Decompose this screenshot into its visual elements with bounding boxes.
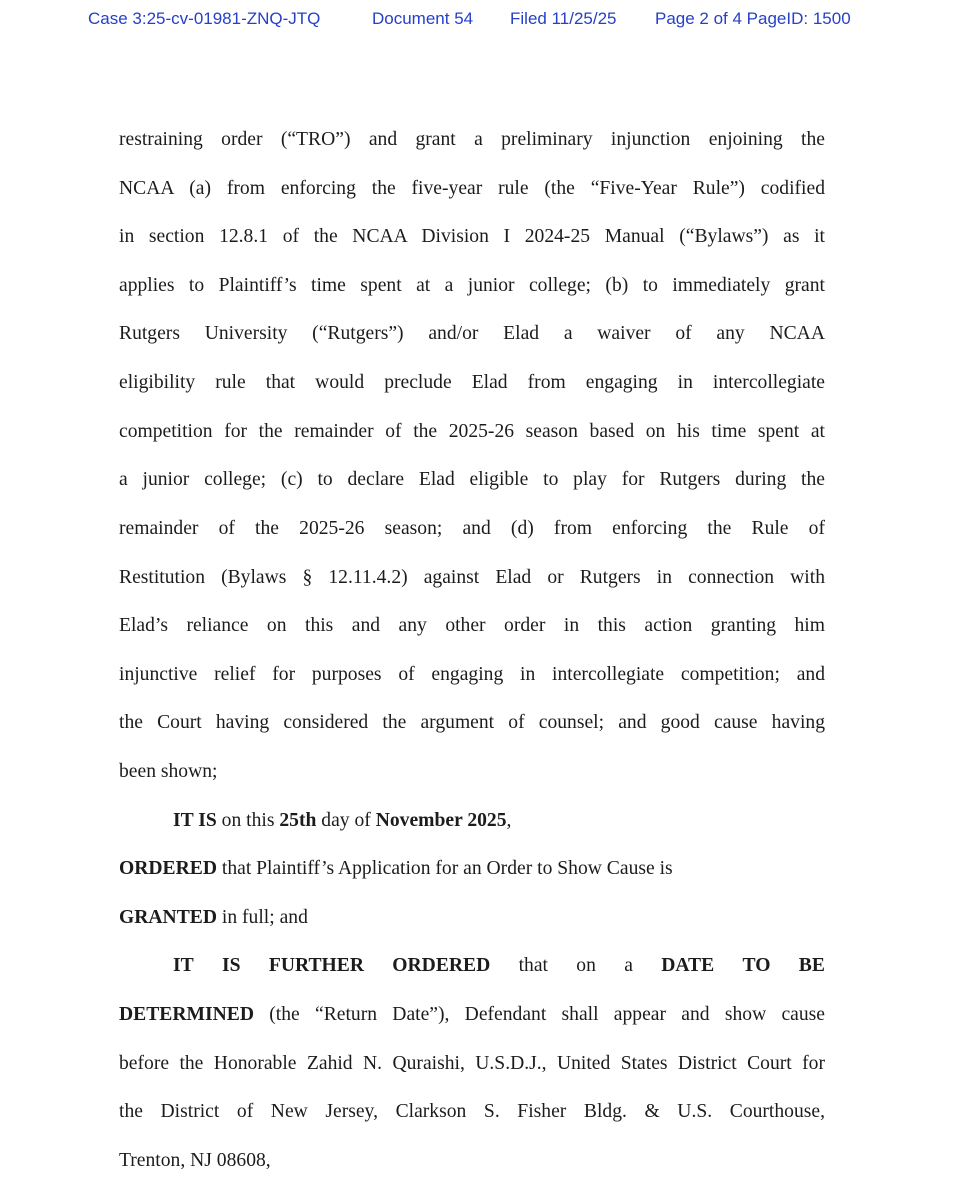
filed-date: Filed 11/25/25: [510, 9, 617, 28]
body-line: applies to Plaintiff’s time spent at a junior college; (b) to immediately grant: [119, 275, 825, 296]
determined-line: [119, 1001, 825, 1029]
further-word: a: [624, 955, 633, 976]
body-line: competition for the remainder of the 2025-26 season based on his time spent at: [119, 421, 825, 442]
further-word: that: [518, 955, 548, 976]
it-is-label: IT IS: [173, 810, 217, 831]
date-line: [173, 807, 511, 835]
body-line: remainder of the 2025-26 season; and (d) from enforcing the Rule of: [119, 518, 825, 539]
body-line: a junior college; (c) to declare Elad eligible to play for Rutgers during the: [119, 469, 825, 490]
date-text: on this: [216, 810, 280, 831]
ordered-line: [119, 855, 673, 883]
date-text: ,: [506, 810, 512, 831]
ordered-text: that Plaintiff’s Application for an Order to Show Cause is: [216, 858, 673, 879]
granted-label: GRANTED: [119, 907, 217, 928]
further-word: IS: [222, 955, 241, 976]
month-year: November 2025: [375, 810, 507, 831]
body-line: been shown;: [119, 761, 218, 782]
body-line: in section 12.8.1 of the NCAA Division I 2024-25 Manual (“Bylaws”) as it: [119, 226, 825, 247]
body-line: before the Honorable Zahid N. Quraishi, U.S.D.J., United States District Court for: [119, 1053, 825, 1074]
determined-text: (the “Return Date”), Defendant shall appear and show cause: [254, 1004, 825, 1025]
ordered-label: ORDERED: [119, 858, 217, 879]
day-number: 25th: [279, 810, 317, 831]
further-word: on: [576, 955, 596, 976]
body-line: Elad’s reliance on this and any other order in this action granting him: [119, 615, 825, 636]
case-number: Case 3:25-cv-01981-ZNQ-JTQ: [88, 9, 321, 28]
body-line: Rutgers University (“Rutgers”) and/or Elad a waiver of any NCAA: [119, 323, 825, 344]
document-number: Document 54: [372, 9, 474, 28]
granted-line: [119, 904, 308, 932]
further-word: FURTHER: [268, 955, 364, 976]
body-line: NCAA (a) from enforcing the five-year rule (the “Five-Year Rule”) codified: [119, 178, 825, 199]
granted-text: in full; and: [216, 907, 308, 928]
further-word: TO: [742, 955, 771, 976]
date-text: day of: [316, 810, 376, 831]
further-word: IT: [173, 955, 194, 976]
further-ordered-line: [173, 952, 825, 980]
further-word: DATE: [661, 955, 715, 976]
body-line: injunctive relief for purposes of engaging in intercollegiate competition; and: [119, 664, 825, 685]
body-line: Restitution (Bylaws § 12.11.4.2) against Elad or Rutgers in connection with: [119, 567, 825, 588]
further-word: ORDERED: [392, 955, 491, 976]
page-id: Page 2 of 4 PageID: 1500: [655, 9, 851, 28]
determined-label: DETERMINED: [119, 1004, 254, 1025]
body-line: eligibility rule that would preclude Elad from engaging in intercollegiate: [119, 372, 825, 393]
body-line: Trenton, NJ 08608,: [119, 1150, 271, 1171]
body-line: restraining order (“TRO”) and grant a preliminary injunction enjoining the: [119, 129, 825, 150]
body-line: the Court having considered the argument of counsel; and good cause having: [119, 712, 825, 733]
further-word: BE: [798, 955, 825, 976]
body-line: the District of New Jersey, Clarkson S. Fisher Bldg. & U.S. Courthouse,: [119, 1101, 825, 1122]
